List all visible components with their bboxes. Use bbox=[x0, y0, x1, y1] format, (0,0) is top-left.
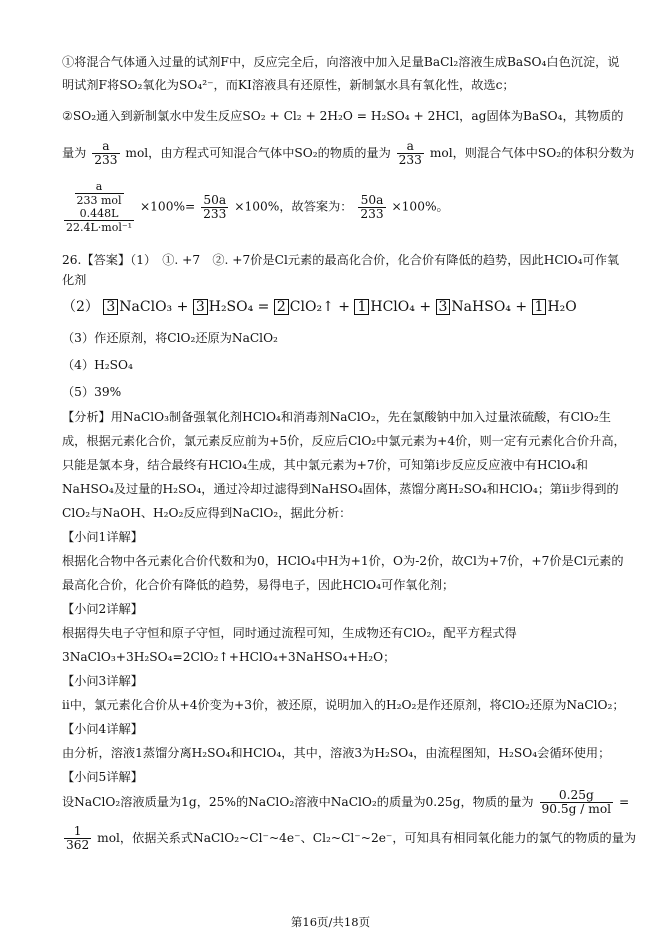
fraction-numerator: 1 bbox=[64, 825, 91, 839]
text-line: 由分析，溶液1蒸馏分离H₂SO₄和HClO₄，其中，溶液3为H₂SO₄，由流程图知，H₂SO₄会循环使用； bbox=[62, 746, 611, 760]
fraction-numerator: a bbox=[92, 140, 119, 154]
fraction-denominator: 90.5g / mol bbox=[541, 802, 612, 816]
text-line: （4）H₂SO₄ bbox=[62, 358, 133, 372]
fraction bbox=[540, 789, 614, 816]
text-line: 最高化合价，化合价有降低的趋势，易得电子，因此HClO₄可作氧化剂； bbox=[62, 578, 455, 592]
coefficient-box: 3 bbox=[436, 299, 451, 315]
fraction bbox=[358, 194, 385, 221]
text-line-with-fraction bbox=[62, 139, 635, 167]
section-heading: 【小问3详解】 bbox=[62, 674, 143, 688]
section-heading: 【小问2详解】 bbox=[62, 602, 143, 616]
text-line: 只能是氯本身，结合最终有HClO₄生成，其中氯元素为+7价，可知第i步反应反应液中有HClO₄和 bbox=[62, 458, 588, 472]
text-line: ②SO₂通入到新制氯水中发生反应SO₂ + Cl₂ + 2H₂O = H₂SO₄ + 2HCl，ag固体为BaSO₄，其物质的 bbox=[62, 109, 624, 123]
coefficient-box: 1 bbox=[532, 299, 547, 315]
fraction bbox=[64, 825, 91, 852]
fraction-numerator: a bbox=[397, 140, 424, 154]
text-segment: H₂SO₄ = bbox=[208, 299, 270, 315]
text-line-with-fraction bbox=[62, 824, 637, 852]
text-line: 成，根据元素化合价，氯元素反应前为+5价，反应后ClO₂中氯元素为+4价，则一定有元素化合价升高， bbox=[62, 434, 626, 448]
section-heading: 【小问4详解】 bbox=[62, 722, 143, 736]
text-segment: 设NaClO₂溶液质量为1g，25%的NaClO₂溶液中NaClO₂的质量为0.25g，物质的量为 bbox=[62, 795, 534, 809]
text-segment: mol，依据关系式NaClO₂~Cl⁻~4e⁻、Cl₂~Cl⁻~2e⁻，可知具有相同氧化能力的氯气的物质的量为 bbox=[97, 831, 637, 845]
text-segment: NaClO₃ + bbox=[119, 299, 189, 315]
coefficient-box: 2 bbox=[274, 299, 289, 315]
fraction-numerator: 50a bbox=[201, 194, 228, 208]
section-heading: 【小问5详解】 bbox=[62, 770, 143, 784]
coefficient-box: 3 bbox=[103, 299, 118, 315]
fraction bbox=[92, 140, 119, 167]
fraction-denominator: 233 bbox=[94, 153, 118, 167]
fraction-denominator: 362 bbox=[66, 838, 90, 852]
fraction-denominator: 233 bbox=[360, 206, 384, 221]
fraction bbox=[201, 194, 228, 221]
text-line: 根据得失电子守恒和原子守恒，同时通过流程可知，生成物还有ClO₂，配平方程式得 bbox=[62, 626, 517, 640]
text-segment: （2） bbox=[62, 299, 99, 315]
coefficient-box: 3 bbox=[193, 299, 208, 315]
text-segment: ClO₂↑ + bbox=[289, 299, 350, 315]
text-line: 3NaClO₃+3H₂SO₄=2ClO₂↑+HClO₄+3NaHSO₄+H₂O； bbox=[62, 650, 396, 664]
text-segment: ×100%，故答案为： bbox=[234, 199, 353, 214]
text-segment: ×100%。 bbox=[391, 199, 449, 214]
text-segment: ×100%= bbox=[139, 199, 196, 214]
text-line-with-fraction bbox=[62, 788, 630, 816]
text-line: 根据化合物中各元素化合价代数和为0，HClO₄中H为+1价，O为-2价，故Cl为+7价，+7价是Cl元素的 bbox=[62, 554, 624, 568]
numerator-volume: 0.448L bbox=[79, 207, 119, 220]
text-segment: 量为 bbox=[62, 146, 87, 160]
text-line: ClO₂与NaOH、H₂O₂反应得到NaClO₂，据此分析： bbox=[62, 506, 352, 520]
text-line: 化剂 bbox=[62, 273, 87, 287]
text-line: 【分析】用NaClO₃制备强氧化剂HClO₄和消毒剂NaClO₂，先在氯酸钠中加入过量浓硫酸，有ClO₂生 bbox=[62, 410, 611, 424]
compound-fraction bbox=[64, 180, 134, 234]
fraction-denominator: 233 bbox=[398, 153, 422, 167]
inner-numerator: a bbox=[75, 180, 124, 194]
fraction bbox=[397, 140, 424, 167]
inner-denominator: 233 mol bbox=[76, 194, 122, 207]
text-line: ①将混合气体通入过量的试剂F中，反应完全后，向溶液中加入足量BaCl₂溶液生成BaSO₄白色沉淀，说 bbox=[62, 55, 620, 69]
text-line: （5）39% bbox=[62, 385, 122, 399]
coefficient-box: 1 bbox=[354, 299, 369, 315]
text-line: ii中，氯元素化合价从+4价变为+3价，被还原，说明加入的H₂O₂是作还原剂，将ClO₂还原为NaClO₂； bbox=[62, 698, 625, 712]
text-line: NaHSO₄及过量的H₂SO₄，通过冷却过滤得到NaHSO₄固体，蒸馏分离H₂SO₄和HClO₄；第ii步得到的 bbox=[62, 482, 619, 496]
compound-fraction-line bbox=[62, 180, 621, 234]
text-segment: mol，则混合气体中SO₂的体积分数为 bbox=[429, 146, 635, 160]
fraction-denominator: 22.4L·mol⁻¹ bbox=[66, 221, 133, 234]
text-line: 26.【答案】（1） ①. +7 ②. +7价是Cl元素的最高化合价，化合价有降低的趋势，因此HClO₄可作氧 bbox=[62, 253, 620, 267]
balanced-equation bbox=[62, 299, 621, 315]
inner-fraction bbox=[75, 180, 124, 207]
section-heading: 【小问1详解】 bbox=[62, 530, 143, 544]
text-line: 明试剂F将SO₂氧化为SO₄²⁻，而KI溶液具有还原性，新制氯水具有氧化性，故选c； bbox=[62, 78, 515, 92]
fraction-numerator: 0.25g bbox=[540, 789, 614, 803]
fraction-numerator bbox=[64, 180, 134, 221]
text-segment: HClO₄ + bbox=[370, 299, 432, 315]
text-segment: H₂O bbox=[547, 299, 577, 315]
text-segment: = bbox=[618, 795, 630, 809]
text-segment: NaHSO₄ + bbox=[451, 299, 528, 315]
fraction-numerator: 50a bbox=[358, 194, 385, 208]
page-footer: 第16页/共18页 bbox=[290, 915, 371, 929]
text-line: （3）作还原剂，将ClO₂还原为NaClO₂ bbox=[62, 331, 278, 345]
text-segment: mol，由方程式可知混合气体中SO₂的物质的量为 bbox=[125, 146, 391, 160]
fraction-denominator: 233 bbox=[203, 206, 227, 221]
